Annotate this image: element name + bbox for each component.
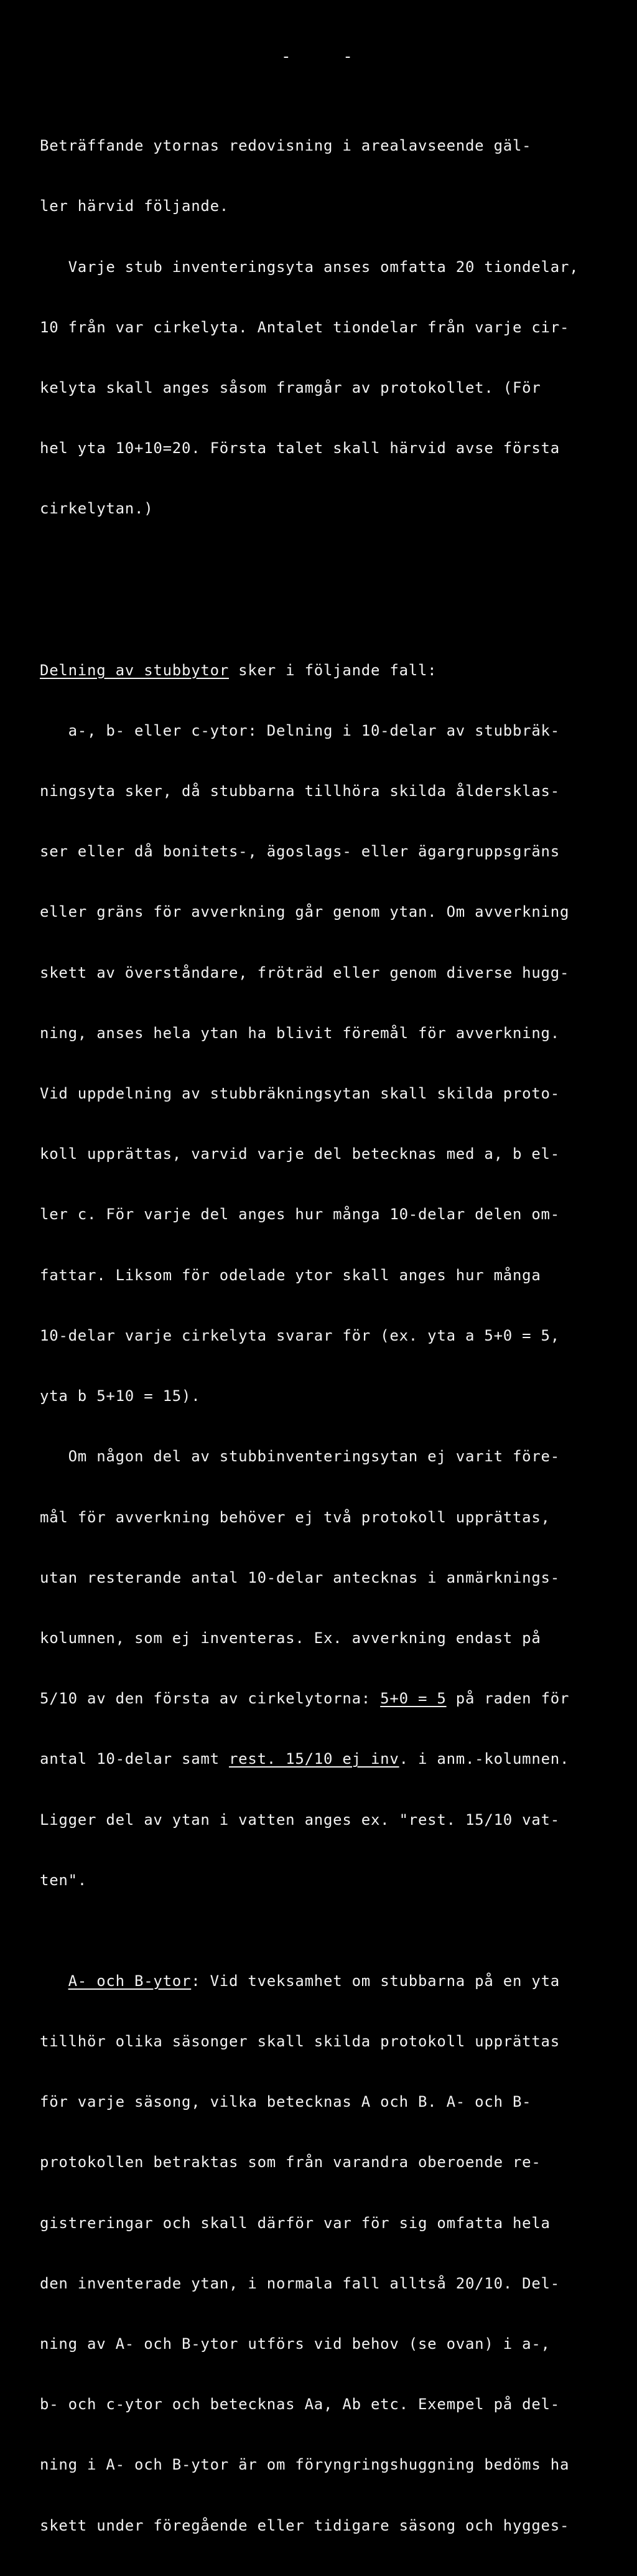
text-line: Varje stub inventeringsyta anses omfatta 20 tiondelar,: [40, 258, 579, 276]
rest-post: . i anm.-kolumnen.: [399, 1750, 570, 1768]
rest-pre: antal 10-delar samt: [40, 1750, 229, 1768]
text-line: cirkelytan.): [40, 500, 154, 518]
text-line: fattar. Liksom för odelade ytor skall anges hur många: [40, 1266, 541, 1284]
section-heading-rest: sker i följande fall:: [228, 661, 437, 679]
text-line: mål för avverkning behöver ej två protokoll upprättas,: [40, 1508, 551, 1526]
text-line: Ligger del av ytan i vatten anges ex. "rest. 15/10 vat-: [40, 1810, 560, 1829]
example-underlined: 5+0 = 5: [380, 1690, 447, 1708]
blank-line: [40, 560, 600, 579]
text-line: ten".: [40, 1871, 87, 1889]
example-post: på raden för: [446, 1690, 570, 1708]
text-line: Om någon del av stubbinventeringsytan ej varit före-: [40, 1448, 560, 1466]
rest-underlined: rest. 15/10 ej inv: [228, 1750, 399, 1768]
section-heading-line: [40, 1971, 600, 1991]
example-pre: 5/10 av den första av cirkelytorna:: [40, 1690, 381, 1708]
text-line: för varje säsong, vilka betecknas A och B. A- och B-: [40, 2093, 532, 2111]
section-heading-line: [40, 660, 600, 680]
text-line: yta b 5+10 = 15).: [40, 1387, 201, 1405]
text-line: gistreringar och skall därför var för sig omfatta hela: [40, 2214, 551, 2232]
text-line: ser eller då bonitets-, ägoslags- eller ägargruppsgräns: [40, 843, 560, 861]
text-line: kelyta skall anges såsom framgår av protokollet. (För: [40, 379, 541, 397]
text-line: ning av A- och B-ytor utförs vid behov (se ovan) i a-,: [40, 2335, 551, 2353]
text-line: b- och c-ytor och betecknas Aa, Ab etc. Exempel på del-: [40, 2396, 560, 2414]
text-line: skett under föregående eller tidigare säsong och hygges-: [40, 2516, 570, 2534]
text-line: ningsyta sker, då stubbarna tillhöra skilda åldersklas-: [40, 782, 560, 800]
text-line: hel yta 10+10=20. Första talet skall härvid avse första: [40, 439, 560, 457]
section-heading-ab-ytor: A- och B-ytor: [68, 1972, 192, 1990]
text-line: Vid uppdelning av stubbräkningsytan skall skilda proto-: [40, 1085, 560, 1103]
text-line: skett av överståndare, fröträd eller genom diverse hugg-: [40, 963, 570, 981]
text-line: ning, anses hela ytan ha blivit föremål för avverkning.: [40, 1024, 560, 1042]
text-line: den inventerade ytan, i normala fall alltså 20/10. Del-: [40, 2274, 560, 2292]
text-line: ning i A- och B-ytor är om föryngringshuggning bedöms ha: [40, 2456, 570, 2474]
text-line: protokollen betraktas som från varandra oberoende re-: [40, 2153, 541, 2171]
text-line: a-, b- eller c-ytor: Delning i 10-delar av stubbräk-: [40, 721, 560, 739]
section-heading-rest: : Vid tveksamhet om stubbarna på en yta: [191, 1972, 560, 1990]
text-line: Beträffande ytornas redovisning i arealavseende gäl-: [40, 137, 532, 155]
heading-indent: [40, 1972, 68, 1990]
text-line: eller gräns för avverkning går genom ytan. Om avverkning: [40, 903, 570, 921]
text-line: 10 från var cirkelyta. Antalet tiondelar från varje cir-: [40, 318, 570, 336]
page-number-mark: - -: [281, 47, 374, 66]
text-line: koll upprättas, varvid varje del betecknas med a, b el-: [40, 1145, 560, 1163]
text-line: tillhör olika säsonger skall skilda protokoll upprättas: [40, 2032, 560, 2050]
section-heading-delning: Delning av stubbytor: [40, 661, 229, 679]
rest-line: [40, 1749, 600, 1769]
text-line: ler härvid följande.: [40, 197, 229, 215]
text-line: 10-delar varje cirkelyta svarar för (ex. yta a 5+0 = 5,: [40, 1326, 560, 1344]
document-body: [40, 75, 600, 2576]
text-line: utan resterande antal 10-delar antecknas i anmärknings-: [40, 1568, 560, 1586]
text-line: ler c. För varje del anges hur många 10-delar delen om-: [40, 1206, 560, 1224]
text-line: kolumnen, som ej inventeras. Ex. avverkning endast på: [40, 1629, 541, 1647]
example-line: [40, 1688, 600, 1708]
